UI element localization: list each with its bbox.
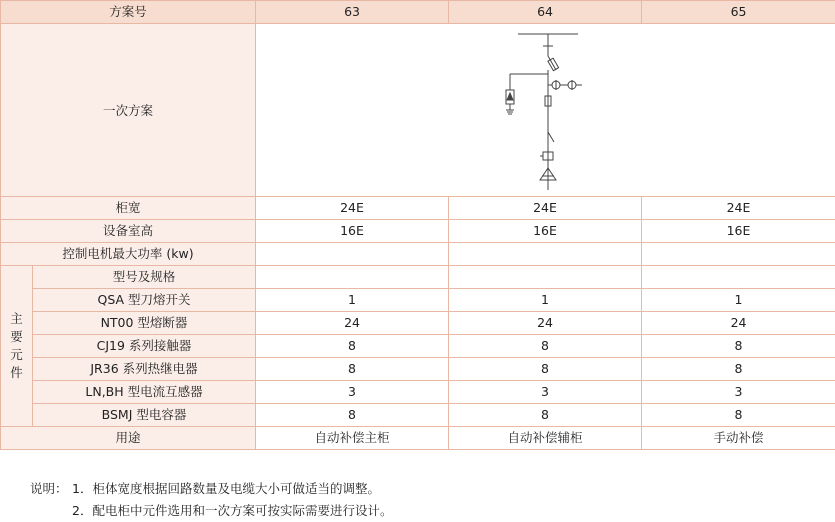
usage-64: 自动补偿辅柜 <box>449 427 642 450</box>
model-spec-label: 型号及规格 <box>33 266 256 289</box>
scheme-col-63: 63 <box>256 1 449 24</box>
table-row <box>1 381 835 404</box>
notes-title: 说明： <box>30 481 68 496</box>
table-row <box>1 404 835 427</box>
table-row <box>1 358 835 381</box>
table-row <box>1 312 835 335</box>
primary-scheme-label: 一次方案 <box>1 24 256 197</box>
component-qty: 3 <box>642 381 835 404</box>
note-item: 2．配电柜中元件选用和一次方案可按实际需要进行设计。 <box>72 503 393 518</box>
side-char: 元 <box>10 347 23 362</box>
cabinet-width-64: 24E <box>449 197 642 220</box>
component-label: CJ19 系列接触器 <box>33 335 256 358</box>
component-label: QSA 型刀熔开关 <box>33 289 256 312</box>
motor-power-row <box>1 243 835 266</box>
usage-65: 手动补偿 <box>642 427 835 450</box>
height-row <box>1 220 835 243</box>
component-qty: 8 <box>256 335 449 358</box>
equipment-room-height-64: 16E <box>449 220 642 243</box>
scheme-col-65: 65 <box>642 1 835 24</box>
usage-63: 自动补偿主柜 <box>256 427 449 450</box>
motor-power-63 <box>256 243 449 266</box>
scheme-number-label: 方案号 <box>1 1 256 24</box>
component-qty: 3 <box>449 381 642 404</box>
component-label: LN,BH 型电流互感器 <box>33 381 256 404</box>
component-qty: 8 <box>256 404 449 427</box>
table-row <box>1 335 835 358</box>
component-qty: 24 <box>449 312 642 335</box>
component-qty: 8 <box>449 404 642 427</box>
equipment-room-height-label: 设备室高 <box>1 220 256 243</box>
main-components-side-label <box>1 266 33 427</box>
component-qty: 3 <box>256 381 449 404</box>
component-qty: 1 <box>256 289 449 312</box>
component-qty: 8 <box>642 404 835 427</box>
component-label: NT00 型熔断器 <box>33 312 256 335</box>
cabinet-width-63: 24E <box>256 197 449 220</box>
primary-scheme-diagram-cell <box>256 24 835 197</box>
component-qty: 24 <box>642 312 835 335</box>
equipment-room-height-65: 16E <box>642 220 835 243</box>
component-qty: 1 <box>449 289 642 312</box>
component-qty: 8 <box>449 335 642 358</box>
motor-power-label: 控制电机最大功率 (kw) <box>1 243 256 266</box>
equipment-room-height-63: 16E <box>256 220 449 243</box>
table-row <box>1 289 835 312</box>
motor-power-64 <box>449 243 642 266</box>
component-label: BSMJ 型电容器 <box>33 404 256 427</box>
usage-label: 用途 <box>1 427 256 450</box>
side-char: 件 <box>10 365 23 380</box>
note-item: 1．柜体宽度根据回路数量及电缆大小可做适当的调整。 <box>72 481 380 496</box>
component-qty: 1 <box>642 289 835 312</box>
width-row <box>1 197 835 220</box>
component-qty: 24 <box>256 312 449 335</box>
component-qty: 8 <box>256 358 449 381</box>
components-header-row <box>1 266 835 289</box>
primary-scheme-row <box>1 24 835 197</box>
component-qty: 8 <box>449 358 642 381</box>
component-qty: 8 <box>642 358 835 381</box>
scheme-col-64: 64 <box>449 1 642 24</box>
component-qty: 8 <box>642 335 835 358</box>
usage-row <box>1 427 835 450</box>
cabinet-width-label: 柜宽 <box>1 197 256 220</box>
circuit-diagram <box>496 30 596 190</box>
notes <box>30 478 392 522</box>
component-label: JR36 系列热继电器 <box>33 358 256 381</box>
motor-power-65 <box>642 243 835 266</box>
cabinet-width-65: 24E <box>642 197 835 220</box>
side-char: 主 <box>10 311 23 326</box>
header-row <box>1 1 835 24</box>
side-char: 要 <box>10 329 23 344</box>
